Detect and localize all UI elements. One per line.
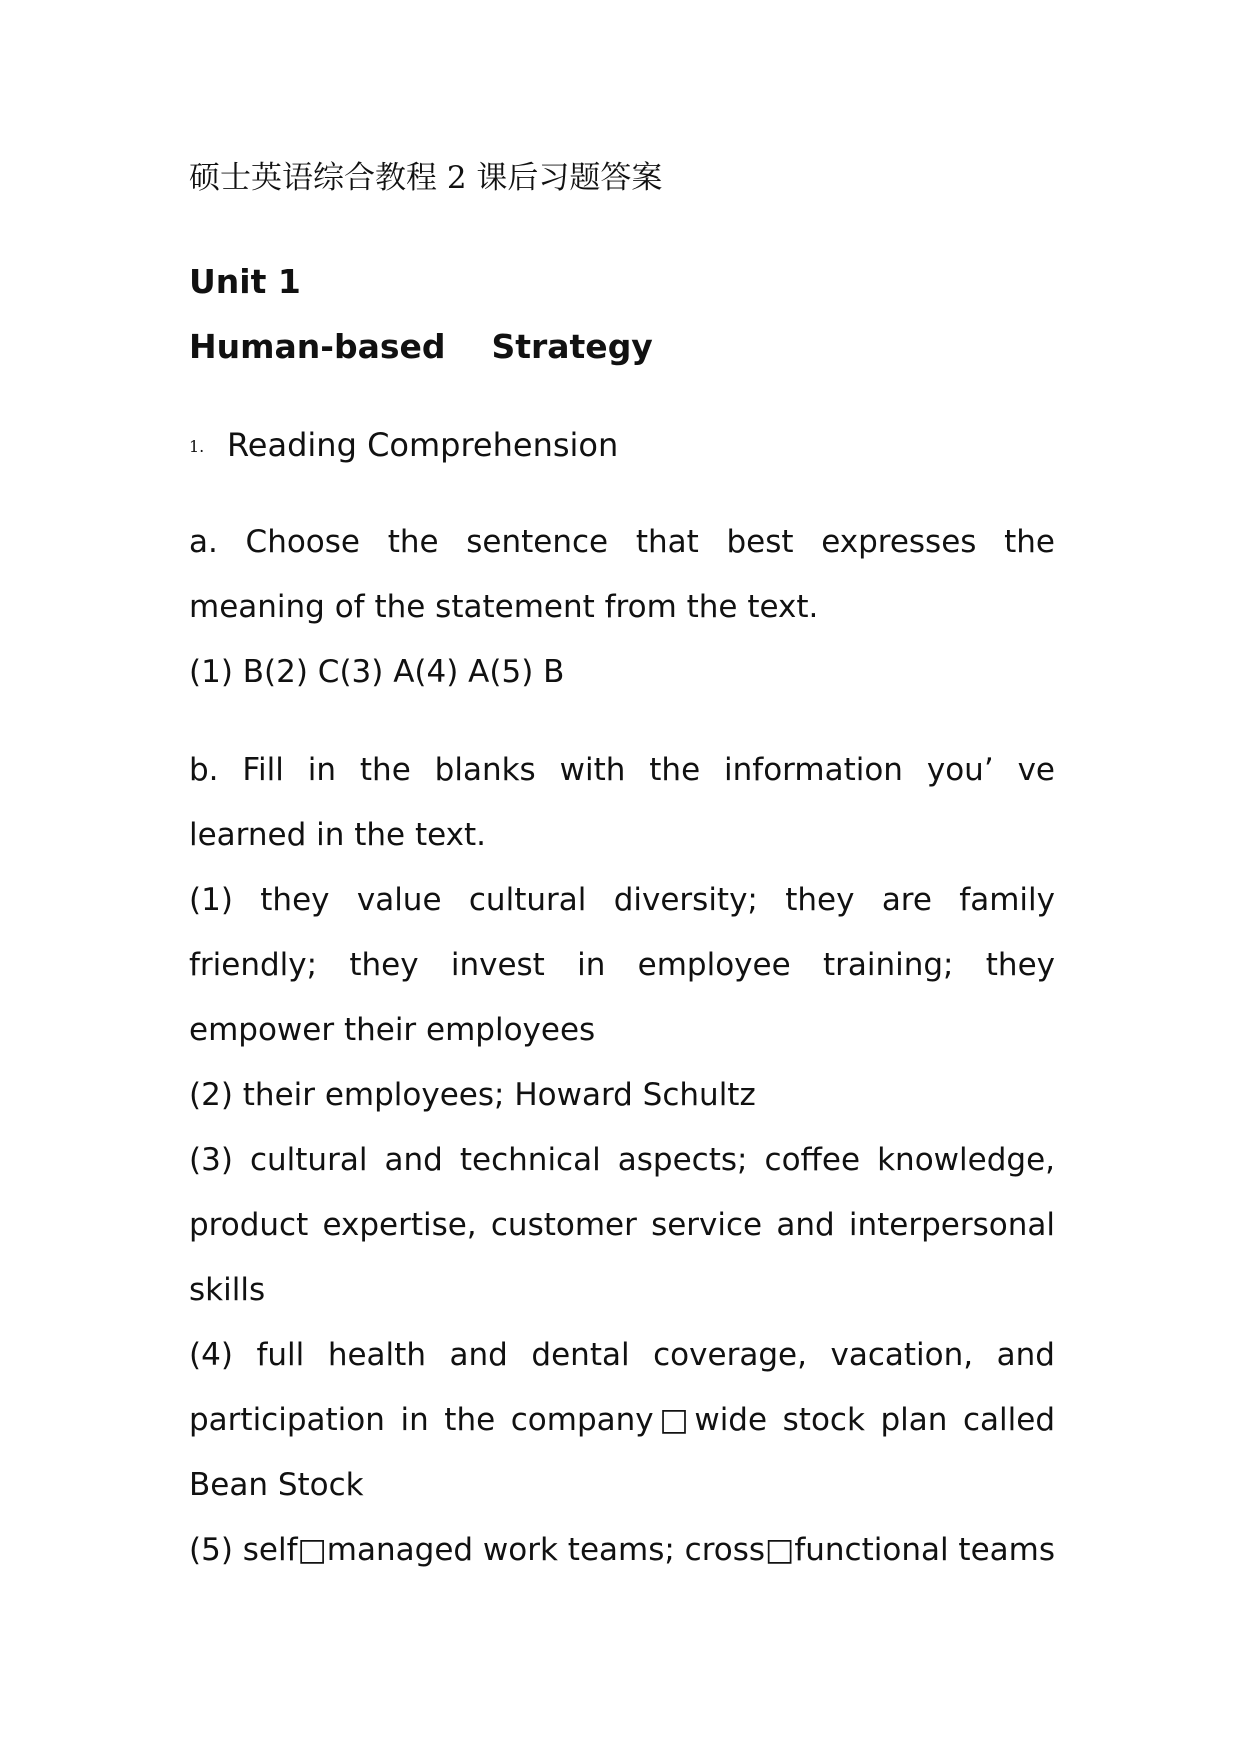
- part-a-answers: (1) B(2) C(3) A(4) A(5) B: [189, 654, 565, 690]
- part-b-answer-3: (3) cultural and technical aspects; coffee knowledge, product expertise, customer service and interpersonal skills: [189, 1142, 1055, 1308]
- part-b-answer-1: (1) they value cultural diversity; they are family friendly; they invest in employee training; they empower their employees: [189, 882, 1055, 1048]
- unit-subtitle: Human-based Strategy: [189, 327, 653, 366]
- document-title: 硕士英语综合教程 2 课后习题答案: [189, 160, 663, 196]
- part-b-prompt: b. Fill in the blanks with the information you’ ve learned in the text.: [189, 752, 1055, 853]
- section-heading-text: Reading Comprehension: [227, 426, 619, 464]
- part-b-answer-2: (2) their employees; Howard Schultz: [189, 1077, 756, 1113]
- section-heading: [189, 425, 618, 467]
- part-b-answer-5: (5) self□managed work teams; cross□functional teams: [189, 1532, 1056, 1568]
- part-a-prompt: a. Choose the sentence that best expresses the meaning of the statement from the text.: [189, 524, 1055, 625]
- section-number: 1.: [189, 437, 205, 456]
- part-b-answer-4: (4) full health and dental coverage, vacation, and participation in the company□wide stock plan called Bean Stock: [189, 1337, 1055, 1503]
- unit-title: Unit 1: [189, 262, 301, 301]
